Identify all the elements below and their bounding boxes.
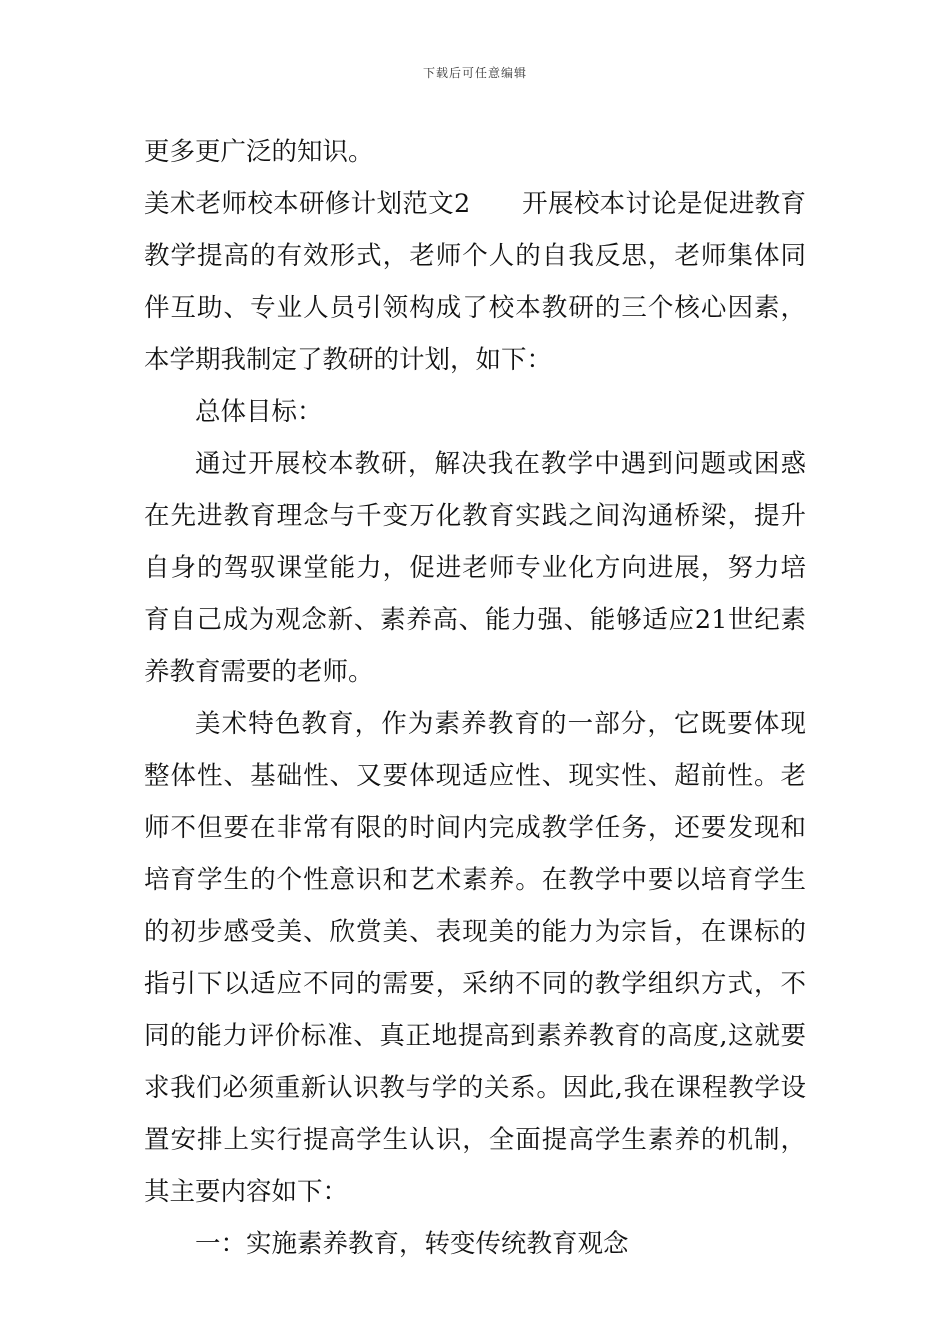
paragraph-4: 通过开展校本教研，解决我在教学中遇到问题或困惑在先进教育理念与千变万化教育实践之间沟通桥梁，提升自身的驾驭课堂能力，促进老师专业化方向进展，努力培育自己成为观念新、素养高、能力强、能够适应21世纪素养教育需要的老师。 [144, 449, 806, 687]
paragraph-5: 美术特色教育，作为素养教育的一部分，它既要体现整体性、基础性、又要体现适应性、现实性、超前性。老师不但要在非常有限的时间内完成教学任务，还要发现和培育学生的个性意识和艺术素养。在教学中要以培育学生的初步感受美、欣赏美、表现美的能力为宗旨，在课标的指引下以适应不同的需要，采纳不同的教学组织方式，不同的能力评价标准、真正地提高到素养教育的高度,这就要求我们必须重新认识教与学的关系。因此,我在课程教学设置安排上实行提高学生认识，全面提高学生素养的机制，其主要内容如下： [144, 709, 806, 1207]
paragraph-3: 总体目标： [195, 397, 323, 427]
paragraph-6: 一：实施素养教育，转变传统教育观念 [195, 1229, 629, 1259]
page-header: 下载后可任意编辑 [422, 66, 527, 80]
document-body [144, 126, 806, 1270]
paragraph-2: 美术老师校本研修计划范文2 开展校本讨论是促进教育教学提高的有效形式，老师个人的自我反思，老师集体同伴互助、专业人员引领构成了校本教研的三个核心因素，本学期我制定了教研的计划，如下： [144, 189, 806, 375]
paragraph-1: 更多更广泛的知识。 [144, 137, 374, 167]
